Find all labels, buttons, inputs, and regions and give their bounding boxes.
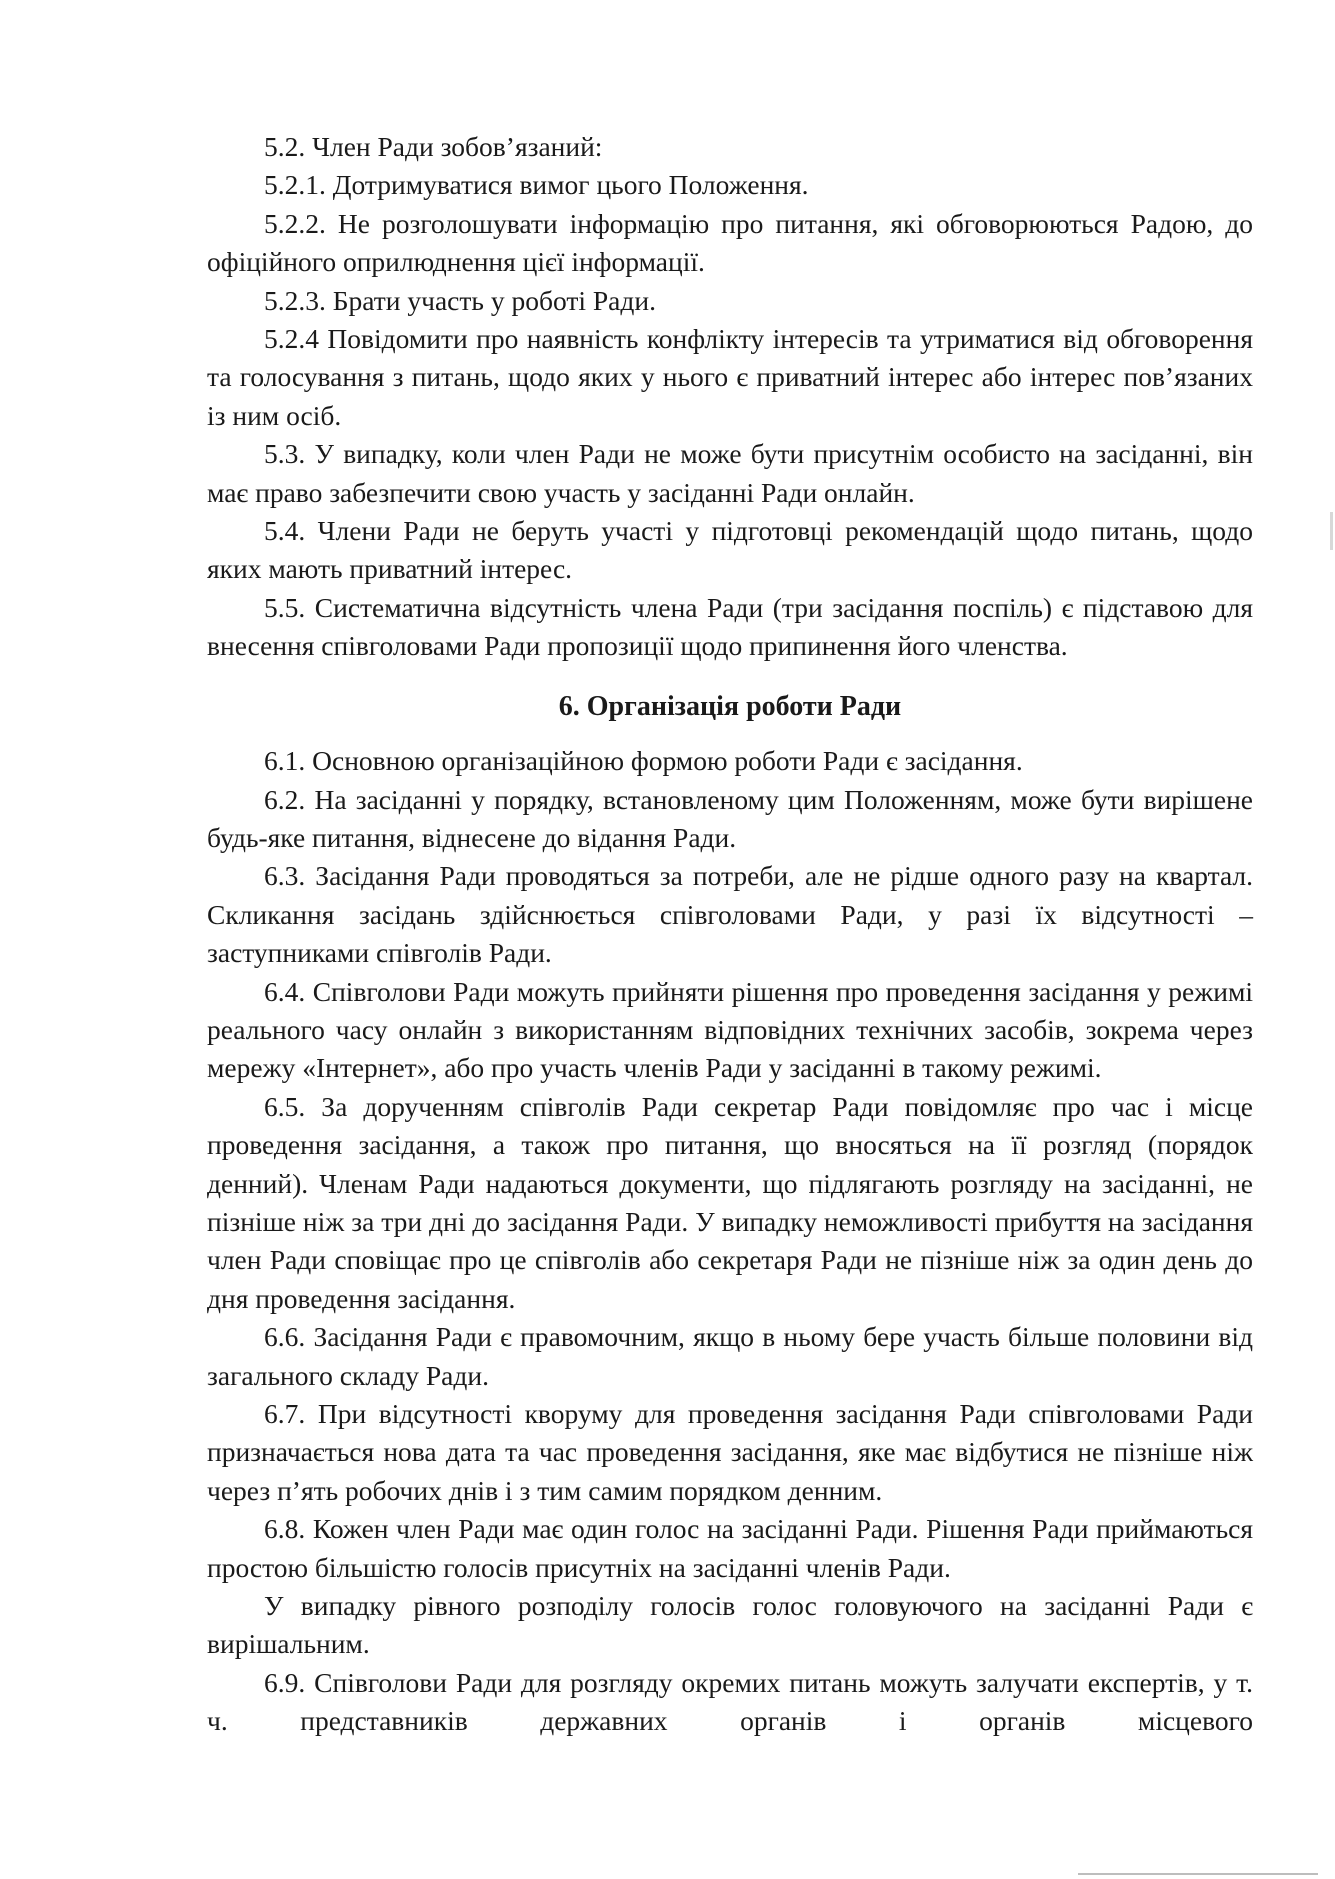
paragraph-5-2-1: 5.2.1. Дотримуватися вимог цього Положення. [264, 169, 809, 201]
paragraph-5-2-3: 5.2.3. Брати участь у роботі Ради. [264, 284, 656, 316]
section-heading: 6. Організація роботи Ради [558, 690, 902, 722]
paragraph-6-5: 6.5. За дорученням співголів Ради секретар Ради повідомляє про час і місце проведення засідання, а також про питання, що вносяться на її розгляд (порядок денний). Членам Ради надаються документи, що підлягають розгляду на засіданні, не пізніше ніж за три дні до засідання Ради. У випадку неможливості прибуття на засідання член Ради сповіщає про це співголів або секретаря Ради не пізніше ніж за один день до дня проведення засідання. [207, 1090, 1253, 1314]
paragraph-6-2: 6.2. На засіданні у порядку, встановленому цим Положенням, може бути вирішене будь-яке питання, віднесене до відання Ради. [207, 783, 1253, 853]
paragraph-6-3: 6.3. Засідання Ради проводяться за потреби, але не рідше одного разу на квартал. Скликання засідань здійснюється співголовами Ради, у разі їх відсутності – заступниками співголів Ради. [207, 860, 1253, 969]
paragraph-6-8: 6.8. Кожен член Ради має один голос на засіданні Ради. Рішення Ради приймаються простою більшістю голосів присутніх на засіданні членів Ради. [207, 1513, 1253, 1583]
paragraph-6-4: 6.4. Співголови Ради можуть прийняти рішення про проведення засідання у режимі реального часу онлайн з використанням відповідних технічних засобів, зокрема через мережу «Інтернет», або про участь членів Ради у засіданні в такому режимі. [207, 975, 1253, 1084]
paragraph-5-2-4: 5.2.4 Повідомити про наявність конфлікту інтересів та утриматися від обговорення та голосування з питань, щодо яких у нього є приватний інтерес або інтерес пов’язаних із ним осіб. [207, 323, 1253, 431]
paragraph-5-4: 5.4. Члени Ради не беруть участі у підготовці рекомендацій щодо питань, щодо яких мають приватний інтерес. [207, 515, 1253, 585]
paragraph-5-5: 5.5. Систематична відсутність члена Ради (три засідання поспіль) є підставою для внесення співголовами Ради пропозиції щодо припинення його членства. [207, 591, 1253, 662]
paragraph-6-6: 6.6. Засідання Ради є правомочним, якщо в ньому бере участь більше половини від загального складу Ради. [207, 1321, 1253, 1391]
paragraph-5-3: 5.3. У випадку, коли член Ради не може бути присутнім особисто на засіданні, він має право забезпечити свою участь у засіданні Ради онлайн. [207, 438, 1253, 508]
paragraph-6-7: 6.7. При відсутності кворуму для проведення засідання Ради співголовами Ради призначається нова дата та час проведення засідання, яке має відбутися не пізніше ніж через п’ять робочих днів і з тим самим порядком денним. [207, 1398, 1253, 1506]
paragraph-5-2: 5.2. Член Ради зобов’язаний: [264, 131, 603, 162]
paragraph-6-9: 6.9. Співголови Ради для розгляду окремих питань можуть залучати експертів, у т. ч. представників державних органів і органів місцевого [207, 1666, 1253, 1737]
paragraph-6-8-continued: У випадку рівного розподілу голосів голос головуючого на засіданні Ради є вирішальним. [207, 1590, 1253, 1660]
scan-margin-mark [1330, 512, 1333, 550]
paragraph-5-2-2: 5.2.2. Не розголошувати інформацію про питання, які обговорюються Радою, до офіційного оприлюднення цієї інформації. [207, 207, 1253, 278]
document-page [207, 128, 1253, 1741]
scan-footer-line [1078, 1873, 1318, 1875]
paragraph-6-1: 6.1. Основною організаційною формою роботи Ради є засідання. [264, 745, 1023, 777]
